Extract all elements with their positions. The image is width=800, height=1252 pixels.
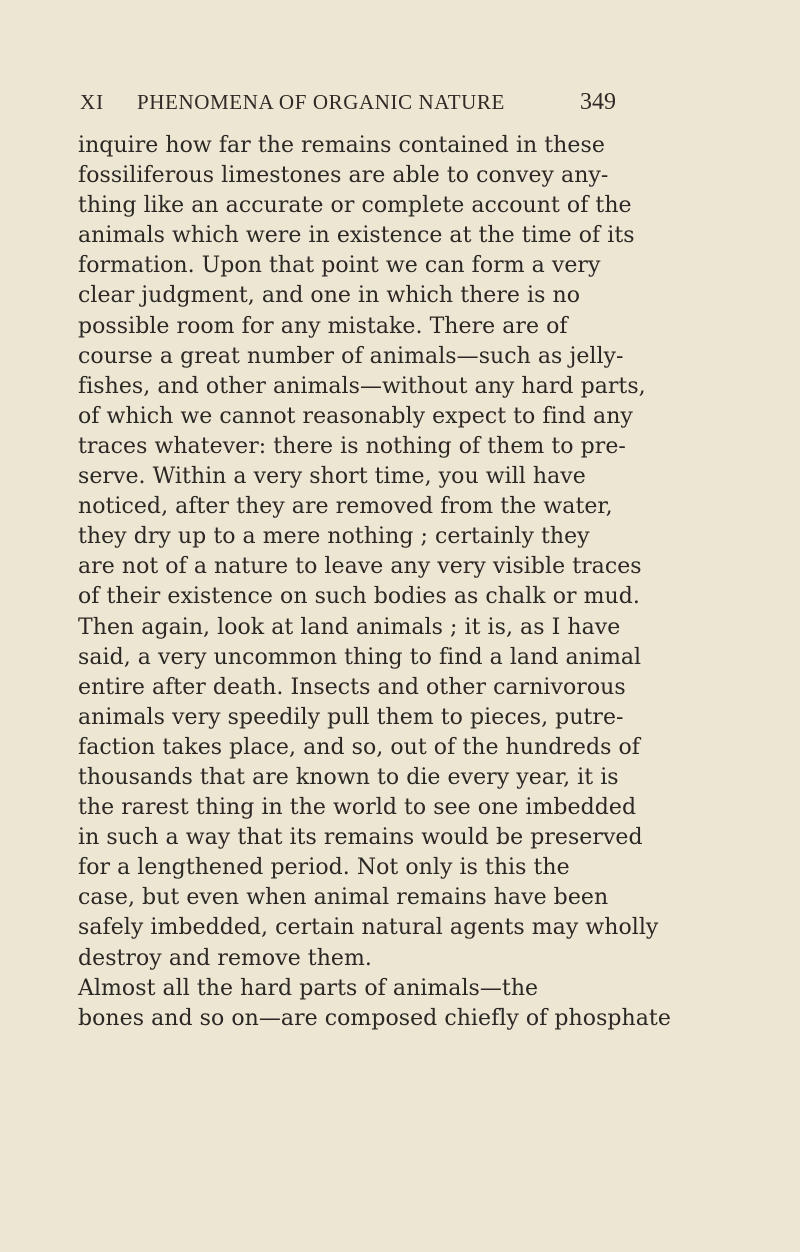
text-line: the rarest thing in the world to see one imbedded bbox=[78, 795, 637, 821]
text-line: of which we cannot reasonably expect to find any bbox=[78, 403, 633, 429]
text-line: safely imbedded, certain natural agents may wholly bbox=[78, 915, 659, 941]
text-line: thousands that are known to die every year, it is bbox=[78, 764, 619, 790]
text-line: possible room for any mistake. There are of bbox=[78, 313, 568, 339]
text-line: fishes, and other animals—without any hard parts, bbox=[78, 373, 646, 399]
text-line: Almost all the hard parts of animals—the bbox=[78, 975, 539, 1001]
running-header bbox=[80, 90, 616, 120]
text-line: bones and so on—are composed chiefly of phosphate bbox=[78, 1005, 671, 1031]
text-line: in such a way that its remains would be preserved bbox=[78, 825, 643, 851]
text-line: noticed, after they are removed from the water, bbox=[78, 494, 613, 520]
text-line: destroy and remove them. bbox=[78, 945, 372, 971]
running-title: PHENOMENA OF ORGANIC NATURE bbox=[137, 90, 505, 114]
chapter-number: XI bbox=[80, 90, 105, 114]
text-line: animals which were in existence at the time of its bbox=[78, 223, 635, 249]
text-line: traces whatever: there is nothing of them to pre- bbox=[78, 433, 626, 459]
text-line: faction takes place, and so, out of the hundreds of bbox=[78, 734, 640, 760]
text-line: Then again, look at land animals ; it is, as I have bbox=[78, 614, 621, 640]
text-line: of their existence on such bodies as chalk or mud. bbox=[78, 584, 640, 610]
text-line: for a lengthened period. Not only is this the bbox=[78, 855, 570, 881]
text-line: entire after death. Insects and other carnivorous bbox=[78, 674, 626, 700]
text-line: they dry up to a mere nothing ; certainly they bbox=[78, 524, 590, 550]
text-line: inquire how far the remains contained in these bbox=[78, 133, 605, 158]
text-line: animals very speedily pull them to pieces, putre- bbox=[78, 704, 624, 730]
text-line: course a great number of animals—such as jelly- bbox=[78, 343, 624, 369]
text-line: formation. Upon that point we can form a very bbox=[78, 253, 601, 279]
text-line: clear judgment, and one in which there is no bbox=[78, 283, 581, 309]
text-line: serve. Within a very short time, you will have bbox=[78, 464, 586, 490]
text-line: case, but even when animal remains have been bbox=[78, 885, 609, 911]
body-text bbox=[78, 131, 671, 1034]
text-line: thing like an accurate or complete account of the bbox=[78, 193, 632, 219]
page-number: 349 bbox=[580, 89, 616, 115]
text-line: are not of a nature to leave any very visible traces bbox=[78, 554, 642, 580]
text-line: fossiliferous limestones are able to convey any- bbox=[78, 163, 609, 189]
text-line: said, a very uncommon thing to find a land animal bbox=[78, 644, 642, 670]
